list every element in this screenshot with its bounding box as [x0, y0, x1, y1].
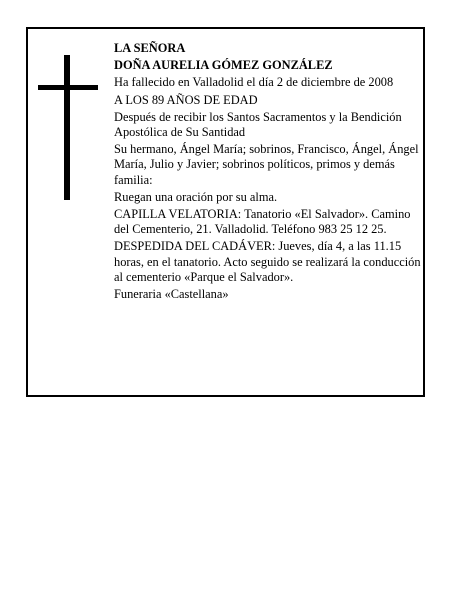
sacraments-statement: Después de recibir los Santos Sacramentos y la Bendición Apostólica de Su Santidad [114, 109, 402, 140]
prayer-request: Ruegan una oración por su alma. [114, 189, 278, 204]
obituary-notice [26, 27, 425, 397]
notice-title: LA SEÑORA [114, 41, 186, 55]
notice-text [114, 41, 426, 304]
cross-vertical-bar [64, 55, 70, 200]
funeral-home: Funeraria «Castellana» [114, 287, 229, 302]
farewell-info: DESPEDIDA DEL CADÁVER: Jueves, día 4, a las 11.15 horas, en el tanatorio. Acto seguido se realizará la conducción al cementerio «Parque el Salvador». [114, 239, 421, 284]
chapel-info: CAPILLA VELATORIA: Tanatorio «El Salvador». Camino del Cementerio, 21. Valladolid. Teléfono 983 25 12 25. [114, 207, 411, 237]
family-statement: Su hermano, Ángel María; sobrinos, Francisco, Ángel, Ángel María, Julio y Javier; sobrinos políticos, primos y demás familia: [114, 142, 419, 187]
death-statement: Ha fallecido en Valladolid el día 2 de diciembre de 2008 [114, 75, 394, 90]
cross-horizontal-bar [38, 85, 98, 90]
age-statement: A LOS 89 AÑOS DE EDAD [114, 92, 258, 107]
deceased-name: DOÑA AURELIA GÓMEZ GONZÁLEZ [114, 58, 333, 73]
cross-icon [38, 55, 98, 200]
